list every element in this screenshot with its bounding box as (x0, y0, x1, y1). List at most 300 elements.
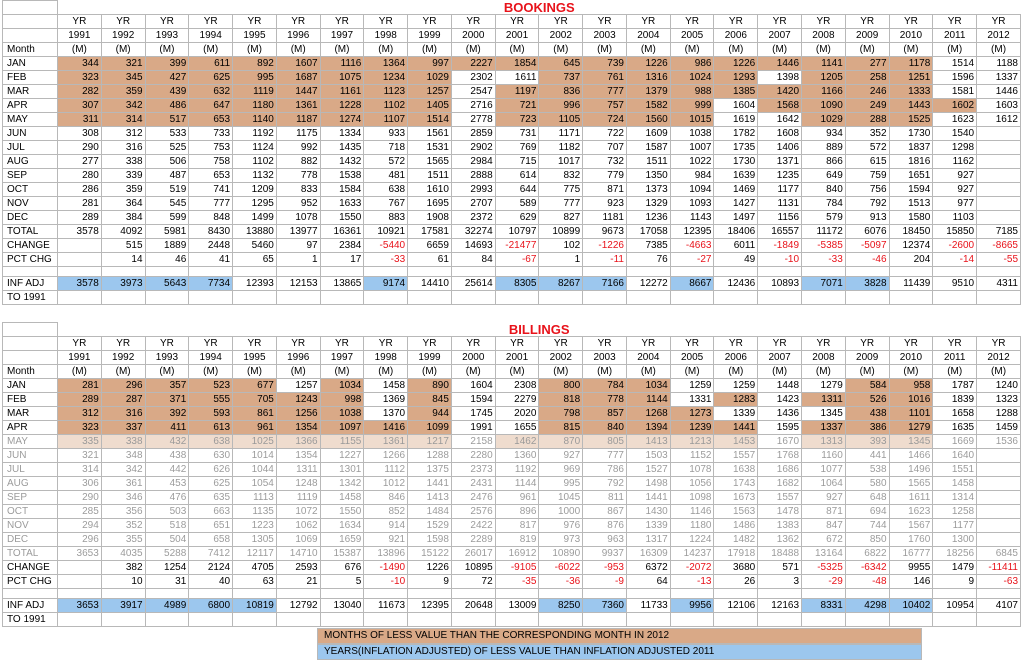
data-cell: 1889 (145, 239, 189, 253)
data-cell: 76 (626, 253, 670, 267)
data-cell: 296 (58, 533, 102, 547)
data-cell: 1256 (276, 407, 320, 421)
spacer-cell (802, 589, 846, 599)
data-cell: 1482 (714, 533, 758, 547)
data-cell: 344 (58, 57, 102, 71)
data-cell: 1144 (626, 393, 670, 407)
data-cell: 4035 (101, 547, 145, 561)
spacer-cell (58, 267, 102, 277)
data-cell: 626 (189, 463, 233, 477)
unit-label: (M) (320, 43, 364, 57)
data-cell (977, 169, 1021, 183)
data-cell: 3578 (58, 277, 102, 291)
yr-label: YR (933, 337, 977, 351)
data-cell: -63 (977, 575, 1021, 589)
data-cell: 1152 (670, 449, 714, 463)
data-cell: 1197 (495, 85, 539, 99)
data-cell: 645 (539, 57, 583, 71)
data-cell: 1458 (364, 379, 408, 393)
spacer-cell (320, 267, 364, 277)
spacer-cell (408, 589, 452, 599)
data-cell: 1640 (933, 449, 977, 463)
data-cell (977, 505, 1021, 519)
data-cell: 8267 (539, 277, 583, 291)
data-cell: 1413 (408, 491, 452, 505)
data-cell: 10895 (451, 561, 495, 575)
data-cell: 1188 (977, 57, 1021, 71)
yr-label: YR (626, 15, 670, 29)
data-cell: 2576 (451, 505, 495, 519)
data-cell: 339 (101, 169, 145, 183)
yr-label: YR (802, 15, 846, 29)
data-cell: 1311 (276, 463, 320, 477)
table-row (3, 599, 1021, 613)
row-label: MAY (3, 113, 58, 127)
data-cell: 1604 (714, 99, 758, 113)
data-cell: 896 (495, 505, 539, 519)
data-cell: 7412 (189, 547, 233, 561)
data-cell: 1064 (802, 477, 846, 491)
data-cell: 1103 (933, 211, 977, 225)
data-cell: 921 (364, 533, 408, 547)
data-cell: 10402 (889, 599, 933, 613)
data-cell: 526 (845, 393, 889, 407)
data-cell: 861 (233, 407, 277, 421)
data-cell (977, 533, 1021, 547)
spacer-cell (276, 589, 320, 599)
data-cell: 312 (58, 407, 102, 421)
spacer-cell (670, 267, 714, 277)
yr-label: YR (233, 15, 277, 29)
yr-label: YR (276, 337, 320, 351)
data-cell: 1323 (977, 393, 1021, 407)
data-cell: 1398 (758, 71, 802, 85)
data-cell: 18450 (889, 225, 933, 239)
data-cell: 1375 (408, 463, 452, 477)
data-cell: 9510 (933, 277, 977, 291)
year-header: 2004 (626, 351, 670, 365)
spacer-cell (845, 267, 889, 277)
data-cell: 784 (583, 379, 627, 393)
data-cell: 72 (451, 575, 495, 589)
data-cell: 1594 (889, 183, 933, 197)
unit-label: (M) (889, 43, 933, 57)
data-cell: 977 (933, 197, 977, 211)
data-cell: 827 (539, 211, 583, 225)
data-cell: 14410 (408, 277, 452, 291)
data-cell: 923 (583, 197, 627, 211)
data-cell: 1371 (758, 155, 802, 169)
data-cell: 3973 (101, 277, 145, 291)
data-cell (58, 561, 102, 575)
data-cell: 357 (145, 379, 189, 393)
yr-label: YR (364, 337, 408, 351)
data-cell: 1602 (933, 99, 977, 113)
data-cell: 1394 (626, 421, 670, 435)
data-cell (145, 613, 189, 627)
row-label: PCT CHG (3, 253, 58, 267)
data-cell: 545 (145, 197, 189, 211)
data-cell: 1140 (233, 113, 277, 127)
data-cell: 285 (58, 505, 102, 519)
data-cell: 1513 (889, 197, 933, 211)
yr-label: YR (320, 15, 364, 29)
data-cell: 16777 (889, 547, 933, 561)
year-header: 1995 (233, 351, 277, 365)
data-cell: 7734 (189, 277, 233, 291)
blank-cell (3, 337, 58, 351)
spacer-cell (145, 589, 189, 599)
data-cell: 707 (583, 141, 627, 155)
data-cell (758, 613, 802, 627)
data-cell: 5643 (145, 277, 189, 291)
data-cell: 15850 (933, 225, 977, 239)
data-cell: 1156 (758, 211, 802, 225)
data-cell: 5460 (233, 239, 277, 253)
unit-label: (M) (714, 365, 758, 379)
data-cell: 246 (845, 85, 889, 99)
spacer-cell (758, 589, 802, 599)
data-cell: 927 (802, 491, 846, 505)
data-cell: 1143 (670, 211, 714, 225)
data-cell: 1259 (714, 379, 758, 393)
year-header: 2009 (845, 351, 889, 365)
data-cell: 625 (189, 71, 233, 85)
data-cell: 2859 (451, 127, 495, 141)
data-cell (977, 463, 1021, 477)
year-header: 2005 (670, 29, 714, 43)
data-cell: 1441 (626, 491, 670, 505)
data-cell: 1274 (320, 113, 364, 127)
data-cell: 314 (101, 113, 145, 127)
data-cell: 986 (670, 57, 714, 71)
data-cell: 1217 (408, 435, 452, 449)
data-cell: 846 (364, 491, 408, 505)
data-cell: 8430 (189, 225, 233, 239)
data-cell: 1240 (977, 379, 1021, 393)
data-cell: 2302 (451, 71, 495, 85)
data-cell: 999 (670, 99, 714, 113)
data-cell: 1837 (889, 141, 933, 155)
data-cell: 538 (845, 463, 889, 477)
data-cell: 2158 (451, 435, 495, 449)
data-cell: 732 (583, 155, 627, 169)
data-cell: 777 (583, 449, 627, 463)
data-cell: 11439 (889, 277, 933, 291)
data-cell: 2547 (451, 85, 495, 99)
data-cell: 61 (408, 253, 452, 267)
year-header: 1991 (58, 29, 102, 43)
data-cell: 1 (276, 253, 320, 267)
data-cell (977, 491, 1021, 505)
yr-label: YR (451, 337, 495, 351)
data-cell: 1499 (233, 211, 277, 225)
data-cell: 1090 (802, 99, 846, 113)
data-cell: 866 (802, 155, 846, 169)
data-cell: 1160 (802, 449, 846, 463)
data-cell: -11411 (977, 561, 1021, 575)
data-cell: 7360 (583, 599, 627, 613)
data-cell: 555 (189, 393, 233, 407)
table-row (3, 225, 1021, 239)
data-cell: 961 (233, 421, 277, 435)
data-cell: 1561 (408, 127, 452, 141)
data-cell: 1611 (889, 491, 933, 505)
data-cell: 13896 (364, 547, 408, 561)
data-cell: 1268 (626, 407, 670, 421)
data-cell: 323 (58, 421, 102, 435)
row-label: MAR (3, 407, 58, 421)
data-cell: 744 (845, 519, 889, 533)
data-cell: 2778 (451, 113, 495, 127)
data-cell: 721 (495, 99, 539, 113)
data-cell: 3 (758, 575, 802, 589)
data-cell: 15387 (320, 547, 364, 561)
table-row (3, 71, 1021, 85)
yr-label: YR (495, 15, 539, 29)
data-cell (845, 613, 889, 627)
data-cell (58, 253, 102, 267)
data-cell: 1000 (539, 505, 583, 519)
data-cell: 346 (101, 491, 145, 505)
data-cell: 371 (145, 393, 189, 407)
data-cell: 1760 (889, 533, 933, 547)
spacer-cell (670, 589, 714, 599)
data-cell: 65 (233, 253, 277, 267)
data-cell: 677 (233, 379, 277, 393)
row-label: NOV (3, 519, 58, 533)
data-cell: 615 (845, 155, 889, 169)
data-cell: 2279 (495, 393, 539, 407)
data-cell: 1038 (320, 407, 364, 421)
year-header: 2008 (802, 29, 846, 43)
year-header: 2011 (933, 29, 977, 43)
data-cell: 1612 (977, 113, 1021, 127)
data-cell: 1175 (276, 127, 320, 141)
data-cell: 1236 (626, 211, 670, 225)
data-cell (845, 291, 889, 305)
data-cell (758, 291, 802, 305)
data-cell: 1730 (889, 127, 933, 141)
yr-label: YR (670, 15, 714, 29)
data-cell: 638 (189, 435, 233, 449)
data-cell: 1582 (626, 99, 670, 113)
data-cell: 9 (408, 575, 452, 589)
data-cell: 2716 (451, 99, 495, 113)
data-cell: 2707 (451, 197, 495, 211)
data-cell: -33 (364, 253, 408, 267)
data-cell: 584 (845, 379, 889, 393)
data-cell: 5288 (145, 547, 189, 561)
data-cell: 517 (145, 113, 189, 127)
table-row (3, 113, 1021, 127)
spacer-cell (495, 267, 539, 277)
data-cell: 10899 (539, 225, 583, 239)
data-cell (364, 613, 408, 627)
data-cell: 2372 (451, 211, 495, 225)
row-label: FEB (3, 71, 58, 85)
data-cell: 644 (495, 183, 539, 197)
data-cell: 1446 (977, 85, 1021, 99)
data-cell: 1659 (320, 533, 364, 547)
data-cell: -5097 (845, 239, 889, 253)
year-header: 2006 (714, 351, 758, 365)
row-label: JUN (3, 449, 58, 463)
data-cell: 386 (845, 421, 889, 435)
unit-label: (M) (802, 43, 846, 57)
row-label: TOTAL (3, 547, 58, 561)
data-cell: -55 (977, 253, 1021, 267)
data-cell: -5385 (802, 239, 846, 253)
data-cell: -36 (539, 575, 583, 589)
data-cell: 876 (583, 519, 627, 533)
data-cell: 984 (670, 169, 714, 183)
year-header: 1996 (276, 29, 320, 43)
data-cell: 1364 (364, 57, 408, 71)
data-cell: 1462 (495, 435, 539, 449)
unit-label: (M) (408, 43, 452, 57)
data-cell: 715 (495, 155, 539, 169)
data-cell (276, 613, 320, 627)
data-cell: 1177 (933, 519, 977, 533)
data-cell: 6372 (626, 561, 670, 575)
data-cell: 13865 (320, 277, 364, 291)
data-cell: 17581 (408, 225, 452, 239)
data-cell: 311 (58, 113, 102, 127)
spacer-cell (451, 267, 495, 277)
yr-label: YR (758, 15, 802, 29)
data-cell (408, 291, 452, 305)
data-cell (58, 613, 102, 627)
data-cell: 3917 (101, 599, 145, 613)
data-cell: 442 (145, 463, 189, 477)
spacer-cell (933, 589, 977, 599)
data-cell (977, 211, 1021, 225)
data-cell: 3828 (845, 277, 889, 291)
data-cell: 658 (189, 533, 233, 547)
data-cell: 355 (101, 533, 145, 547)
data-cell: 1254 (145, 561, 189, 575)
data-cell: 281 (58, 197, 102, 211)
data-cell: 7385 (626, 239, 670, 253)
data-cell: 1094 (670, 183, 714, 197)
data-cell: 1192 (495, 463, 539, 477)
data-cell: 453 (145, 477, 189, 491)
data-cell: 852 (364, 505, 408, 519)
data-cell (977, 613, 1021, 627)
data-cell: 5 (320, 575, 364, 589)
data-cell: 6800 (189, 599, 233, 613)
yr-label: YR (714, 15, 758, 29)
data-cell: 611 (189, 57, 233, 71)
data-cell: 1511 (408, 169, 452, 183)
data-cell: 958 (889, 379, 933, 393)
data-cell: 364 (101, 197, 145, 211)
data-cell: 11172 (802, 225, 846, 239)
data-cell: 294 (58, 519, 102, 533)
data-cell: 1619 (714, 113, 758, 127)
data-cell: -11 (583, 253, 627, 267)
data-cell: -14 (933, 253, 977, 267)
unit-label: (M) (495, 43, 539, 57)
data-cell: 635 (189, 491, 233, 505)
unit-label: (M) (626, 365, 670, 379)
data-cell: 2280 (451, 449, 495, 463)
unit-label: (M) (145, 365, 189, 379)
data-cell: 963 (583, 533, 627, 547)
data-cell: 741 (189, 183, 233, 197)
year-header: 2001 (495, 29, 539, 43)
data-cell: -1226 (583, 239, 627, 253)
data-cell: 1581 (933, 85, 977, 99)
yr-label: YR (539, 337, 583, 351)
yr-label: YR (233, 337, 277, 351)
data-cell: 1565 (889, 477, 933, 491)
year-header: 2012 (977, 29, 1021, 43)
blank-cell (3, 351, 58, 365)
data-cell: 6659 (408, 239, 452, 253)
data-cell: 647 (189, 99, 233, 113)
unit-label: (M) (320, 365, 364, 379)
data-cell: 1144 (495, 477, 539, 491)
spacer-cell (802, 267, 846, 277)
corner-cell (3, 1, 58, 15)
data-cell: 1854 (495, 57, 539, 71)
data-cell: 481 (364, 169, 408, 183)
data-cell: 845 (408, 393, 452, 407)
data-cell: 1116 (320, 57, 364, 71)
data-cell: 9174 (364, 277, 408, 291)
data-cell: -1490 (364, 561, 408, 575)
yr-label: YR (539, 15, 583, 29)
spacer-cell (495, 589, 539, 599)
table-row (3, 491, 1021, 505)
spacer-cell (233, 589, 277, 599)
data-cell (451, 291, 495, 305)
data-cell: 651 (189, 519, 233, 533)
yr-label: YR (845, 337, 889, 351)
data-cell (977, 141, 1021, 155)
data-cell: 6011 (714, 239, 758, 253)
data-cell: 758 (189, 155, 233, 169)
data-cell: 1447 (276, 85, 320, 99)
row-label: SEP (3, 169, 58, 183)
table-row (3, 393, 1021, 407)
data-cell: 1453 (714, 435, 758, 449)
data-cell: 10797 (495, 225, 539, 239)
data-cell: 800 (539, 379, 583, 393)
table-row (3, 211, 1021, 225)
data-cell: 1345 (802, 407, 846, 421)
data-cell (977, 449, 1021, 463)
data-cell: 952 (276, 197, 320, 211)
data-cell: 1610 (408, 183, 452, 197)
data-cell: -6022 (539, 561, 583, 575)
spacer-cell (977, 267, 1021, 277)
data-cell: 961 (495, 491, 539, 505)
data-cell: 1155 (320, 435, 364, 449)
data-cell: 26 (714, 575, 758, 589)
data-cell: 1239 (670, 421, 714, 435)
data-cell: 102 (539, 239, 583, 253)
data-cell: 281 (58, 379, 102, 393)
data-cell: 1313 (802, 435, 846, 449)
unit-label: (M) (451, 43, 495, 57)
data-cell (539, 613, 583, 627)
data-cell: 1226 (626, 57, 670, 71)
data-cell: 883 (364, 211, 408, 225)
row-label: FEB (3, 393, 58, 407)
